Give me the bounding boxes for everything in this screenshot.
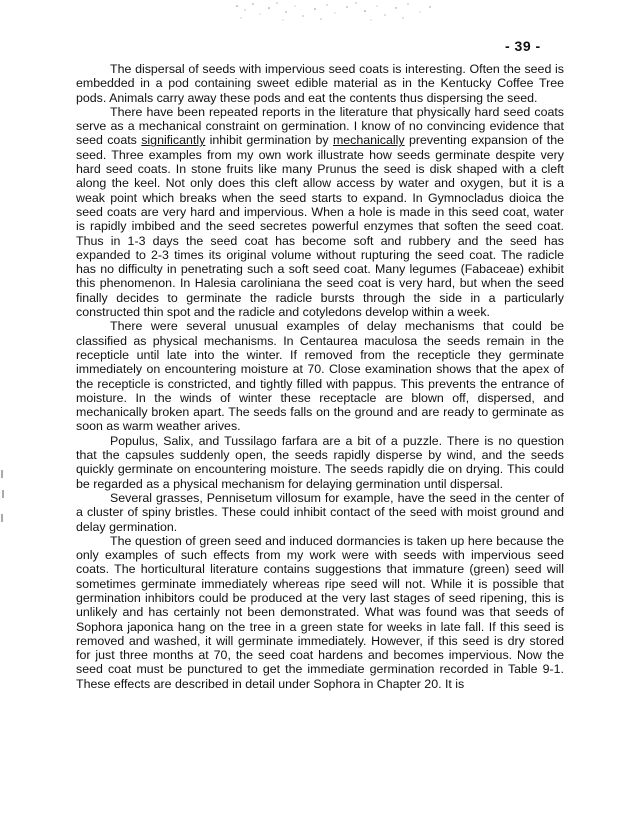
text-run: There were several unusual examples of delay mechanisms that could be classified as physical mechanisms. In Centaurea maculosa the seeds remain in the recepticle until late into the winter. If removed from the recepticle they germinate immediately on encountering moisture at 70. Close examination shows that the apex of the recepticle is constricted, and tightly filled with pappus. This prevents the entrance of moisture. In the winds of winter these receptacle are blown off, dispersed, and mechanically broken apart. The seeds falls on the ground and are ready to germinate as soon as warm weather arives.: [76, 319, 564, 434]
paragraph: [76, 105, 564, 319]
paragraph: [76, 534, 564, 691]
paragraph: [76, 491, 564, 534]
text-run: The question of green seed and induced dormancies is taken up here because the only examples of such effects from my work were with seeds with impervious seed coats. The horticultural literature contains suggestions that immature (green) seed will sometimes germinate immediately whereas ripe seed will not. While it is possible that germination inhibitors could be produced at the very last stages of seed ripening, this is unlikely and has certainly not been demonstrated. What was found was that seeds of Sophora japonica hang on the tree in a green state for weeks in late fall. If this seed is removed and washed, it will germinate immediately. However, if this seed is dry stored for just three months at 70, the seed coat hardens and becomes impervious. Now the seed coat must be punctured to get the immediate germination recorded in Table 9-1. These effects are described in detail under Sophora in Chapter 20. It is: [76, 533, 564, 691]
underlined-text: significantly: [141, 133, 206, 148]
text-run: inhibit germination by: [205, 133, 333, 148]
body-text: [76, 62, 564, 691]
page-number: - 39 -: [505, 38, 541, 54]
text-run: There have been repeated reports in the literature that physically hard seed coats serve as a mechanical constraint on germination. I know of no convincing evidence that seed coats: [76, 104, 564, 148]
text-run: Several grasses, Pennisetum villosum for example, have the seed in the center of a cluster of spiny bristles. These could inhibit contact of the seed with moist ground and delay germination.: [76, 490, 564, 534]
underlined-text: mechanically: [332, 133, 405, 148]
paragraph: [76, 319, 564, 433]
scan-speckle-marks: [225, 0, 445, 26]
text-run: Populus, Salix, and Tussilago farfara are a bit of a puzzle. There is no question that the capsules suddenly open, the seeds rapidly disperse by wind, and the seeds quickly germinate on encountering moisture. The seeds rapidly die on drying. This could be regarded as a physical mechanism for delaying germination until dispersal.: [76, 433, 564, 491]
text-run: The dispersal of seeds with impervious seed coats is interesting. Often the seed is embedded in a pod containing sweet edible material as in the Kentucky Coffee Tree pods. Animals carry away these pods and eat the contents thus dispersing the seed.: [76, 62, 564, 105]
scan-edge-mark: [0, 470, 6, 530]
paragraph: [76, 62, 564, 105]
paragraph: [76, 434, 564, 491]
text-run: preventing expansion of the seed. Three examples from my own work illustrate how seeds germinate despite very hard seed coats. In stone fruits like many Prunus the seed is disk shaped with a cleft along the keel. Not only does this cleft allow access by water and oxygen, but it is a weak point which breaks when the seed starts to expand. In Gymnocladus dioica the seed coats are very hard and impervious. When a hole is made in this seed coat, water is rapidly imbibed and the seed secretes powerful enzymes that soften the seed coat. Thus in 1-3 days the seed coat has become soft and rubbery and the seed has expanded to 2-3 times its original volume without rupturing the seed coat. The radicle has no difficulty in penetrating such a soft seed coat. Many legumes (Fabaceae) exhibit this phenomenon. In Halesia caroliniana the seed coat is very hard, but when the seed finally decides to germinate the radicle bursts through the side in a particularly constructed thin spot and the radicle and cotyledons develop within a week.: [76, 133, 564, 320]
